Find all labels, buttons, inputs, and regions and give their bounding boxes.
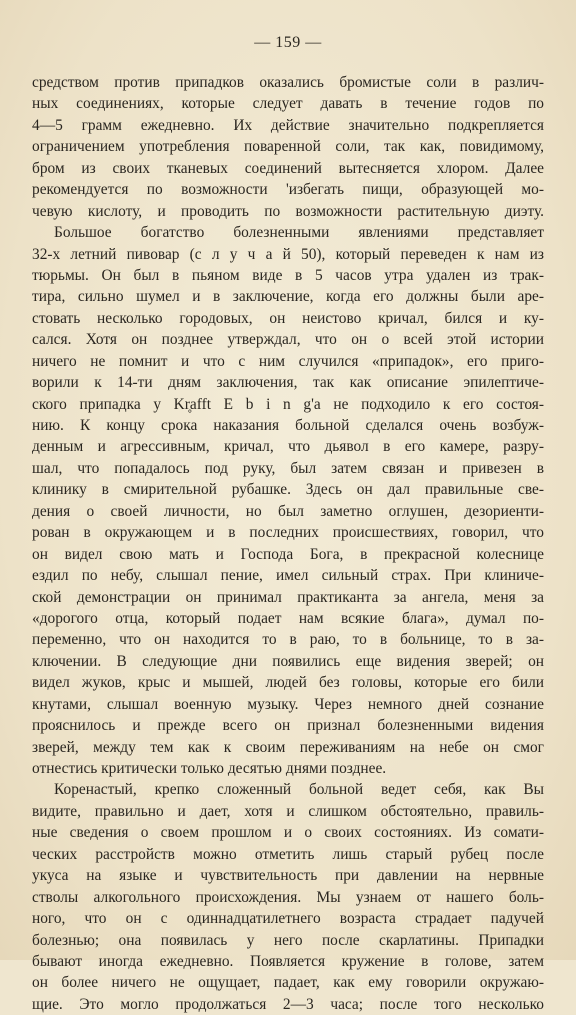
text-line: тира, сильно шумел и в заключение, когда его должны были аре- bbox=[32, 288, 544, 306]
text-line: отнестись критически только десятью днями позднее. bbox=[32, 760, 387, 777]
text-line: 4—5 грамм ежедневно. Их действие значительно подкрепляется bbox=[32, 116, 544, 134]
text-line: клинику в смирительной рубашке. Здесь он дал правильные све- bbox=[32, 481, 544, 499]
text-line: он видел свою мать и Господа Бога, в прекрасной колеснице bbox=[32, 545, 544, 563]
text-line: ных соединениях, которые следует давать в течение годов по bbox=[32, 95, 544, 113]
text-line: Коренастый, крепко сложенный больной ведет себя, как Вы bbox=[54, 781, 544, 799]
text-line: 32-х летний пивовар (с л у ч а й 50), который переведен к нам из bbox=[32, 245, 544, 263]
text-line: стволы алкогольного происхождения. Мы узнаем от нашего боль- bbox=[32, 888, 544, 906]
text-line: видите, правильно и дает, хотя и слишком обстоятельно, правиль- bbox=[32, 802, 544, 820]
text-line: щие. Это могло продолжаться 2—3 часа; после того несколько bbox=[32, 995, 544, 1013]
body-text bbox=[32, 72, 544, 1015]
text-line: дения о своей личности, но был заметно оглушен, дезориенти- bbox=[32, 502, 544, 520]
text-line: стовать несколько городовых, он неистово кричал, бился и ку- bbox=[32, 309, 544, 327]
page-number: — 159 — bbox=[254, 34, 322, 51]
text-line: кнутами, слышал военную музыку. Через немного дней сознание bbox=[32, 695, 544, 713]
text-line: Большое богатство болезненными явлениями представляет bbox=[54, 224, 544, 242]
text-line: ческих расстройств можно отметить лишь старый рубец после bbox=[32, 845, 544, 863]
text-line: тюрьмы. Он был в пьяном виде в 5 часов утра удален из трак- bbox=[32, 266, 544, 284]
text-line: прояснилось и прежде всего он признал болезненными видения bbox=[32, 717, 544, 735]
text-line: сался. Хотя он позднее утверждал, что он о всей этой истории bbox=[32, 331, 544, 349]
text-line: ского припадка у Kr̥afft E b i n g'a не подходило к его состоя- bbox=[32, 395, 544, 413]
text-line: рекомендуется по возможности 'избегать пищи, образующей мо- bbox=[32, 181, 544, 199]
text-line: ворили к 14-ти дням заключения, так как описание эпилептиче- bbox=[32, 374, 544, 392]
text-line: он более ничего не ощущает, падает, как ему говорили окружаю- bbox=[32, 974, 544, 992]
text-line: бром из своих тканевых соединений вытесняется хлором. Далее bbox=[32, 159, 544, 177]
paragraph-2 bbox=[32, 222, 544, 779]
text-line: видел жуков, крыс и мышей, людей без головы, которые его били bbox=[32, 674, 544, 692]
text-line: ничего не помнит и что с ним случился «припадок», его приго- bbox=[32, 352, 544, 370]
text-line: зверей, между тем как к своим переживаниям на небе он смог bbox=[32, 738, 544, 756]
text-line: шал, что попадалось под руку, был затем связан и привезен в bbox=[32, 459, 544, 477]
text-line: болезнью; она появилась у него после скарлатины. Припадки bbox=[32, 931, 544, 949]
paragraph-3 bbox=[32, 779, 544, 1015]
text-line: укуса на языке и чувствительность при давлении на нервные bbox=[32, 867, 544, 885]
text-line: ные сведения о своем прошлом и о своих состояниях. Из сомати- bbox=[32, 824, 544, 842]
text-line: средством против припадков оказались бромистые соли в различ- bbox=[32, 74, 544, 91]
text-line: переменно, что он находится то в раю, то в больнице, то в за- bbox=[32, 631, 544, 649]
text-line: чевую кислоту, и проводить по возможности растительную диэту. bbox=[32, 202, 544, 220]
text-line: ограничением употребления поваренной соли, так как, повидимому, bbox=[32, 138, 544, 156]
text-line: ного, что он с одиннадцатилетнего возраста страдает падучей bbox=[32, 910, 544, 928]
text-line: ключении. В следующие дни появились еще видения зверей; он bbox=[32, 652, 544, 670]
text-line: «дорогого отца, который подает нам всякие блага», думал по- bbox=[32, 609, 544, 627]
text-line: бывают иногда ежедневно. Появляется кружение в голове, затем bbox=[32, 952, 544, 970]
text-line: денным и агрессивным, кричал, что дьявол в его камере, разру- bbox=[32, 438, 544, 456]
text-line: рован в окружающем и в последних происшествиях, говорил, что bbox=[32, 524, 544, 542]
text-line: нию. К концу срока наказания больной сделался очень возбуж- bbox=[32, 417, 544, 434]
text-line: ской демонстрации он принимал практиканта за ангела, меня за bbox=[32, 588, 544, 606]
text-line: ездил по небу, слышал пение, имел сильный страх. При клиниче- bbox=[32, 567, 544, 585]
paragraph-1 bbox=[32, 72, 544, 222]
